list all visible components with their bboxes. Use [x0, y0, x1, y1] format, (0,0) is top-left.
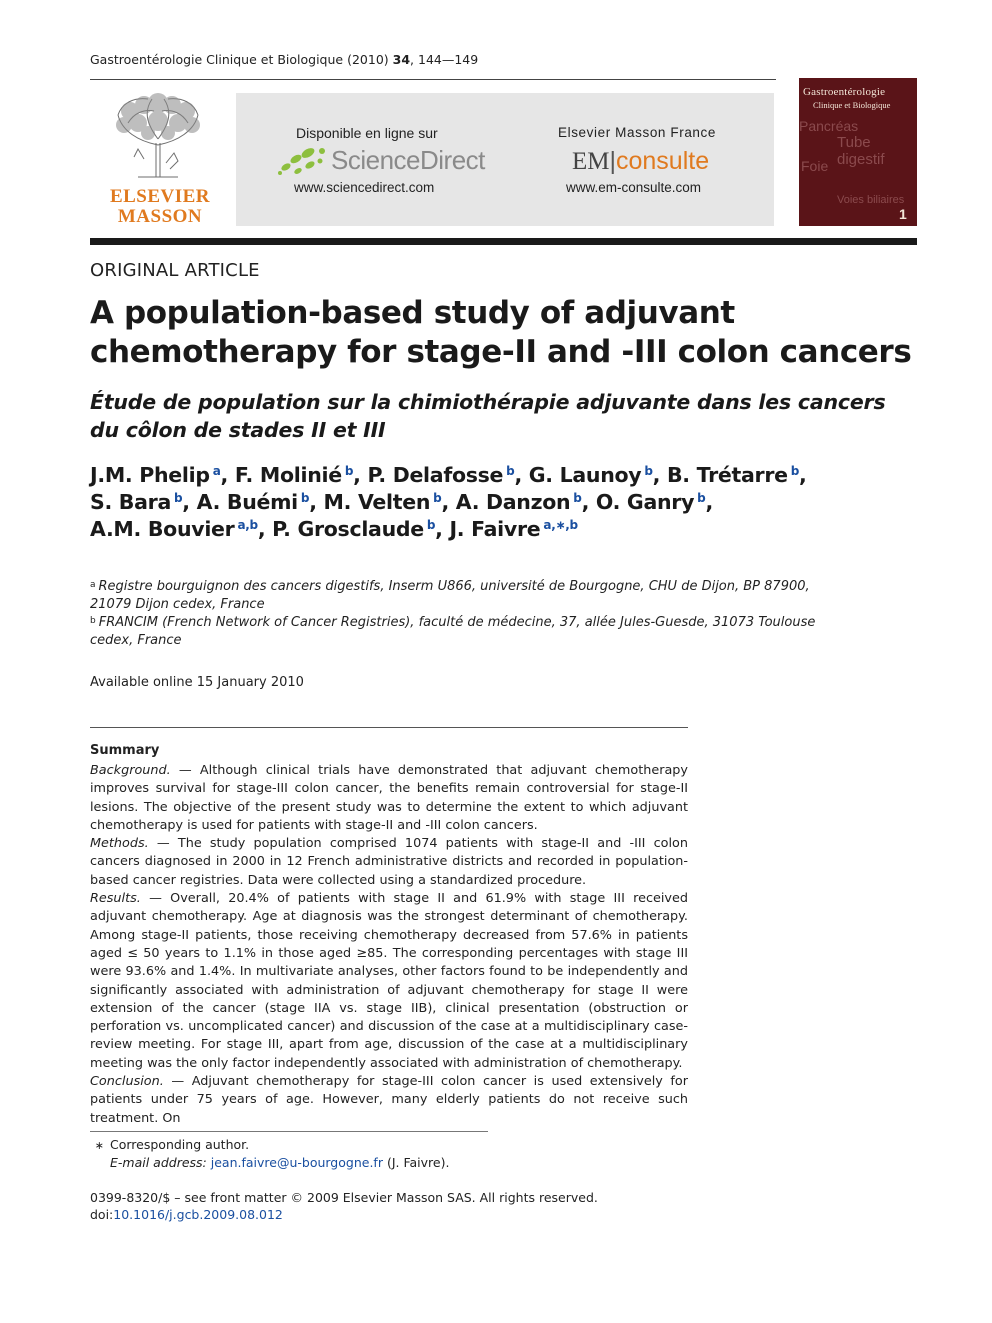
article-subtitle: Étude de population sur la chimiothérapie adjuvante dans les cancers du côlon de stades II et III: [90, 390, 886, 442]
summary-section: [90, 1073, 688, 1128]
summary-body: [90, 762, 688, 1128]
affiliation-text: Registre bourguignon des cancers digestifs, Inserm U866, université de Bourgogne, CHU de Dijon, BP 87900, 21079 Dijon cedex, France: [90, 579, 810, 612]
corresponding-label: Corresponding author.: [110, 1137, 250, 1152]
summary-label: Results.: [90, 891, 141, 907]
elsevier-masson-logo: [90, 89, 230, 229]
em-logo-part1: EM: [572, 148, 610, 175]
footnote-star: ∗: [94, 1139, 104, 1152]
masson-wordmark: MASSON: [117, 206, 203, 227]
author-affiliation-mark[interactable]: b: [344, 464, 354, 478]
footnote-rule: [90, 1131, 488, 1132]
sciencedirect-url[interactable]: www.sciencedirect.com: [294, 180, 435, 195]
author-affiliation-mark[interactable]: b: [433, 491, 442, 505]
author[interactable]: J.M. Phelip: [90, 463, 210, 487]
author[interactable]: P. Grosclaude: [272, 517, 424, 541]
author[interactable]: B. Trétarre: [666, 463, 788, 487]
em-logo-part2: consulte: [616, 147, 710, 175]
sciencedirect-logo: ScienceDirect: [331, 145, 485, 175]
email-line: [90, 1154, 690, 1171]
summary-label: Conclusion.: [90, 1074, 164, 1090]
elsevier-tree-icon: [108, 93, 208, 179]
author-affiliation-mark[interactable]: b: [506, 464, 515, 478]
email-link[interactable]: jean.faivre@u-bourgogne.fr: [210, 1155, 383, 1170]
author[interactable]: A. Buémi: [196, 490, 298, 514]
header-thick-rule: [90, 238, 917, 245]
email-suffix: (J. Faivre).: [382, 1155, 450, 1170]
cover-word: Pancréas: [799, 118, 859, 134]
summary-label: Background.: [90, 763, 171, 778]
affiliation: [90, 578, 830, 614]
author[interactable]: P. Delafosse: [367, 463, 504, 487]
author[interactable]: M. Velten: [323, 490, 431, 514]
journal-volume: 34: [392, 52, 411, 67]
author-affiliation-mark[interactable]: b: [426, 518, 436, 532]
author[interactable]: A.M. Bouvier: [90, 517, 235, 541]
doi-prefix: doi:: [90, 1207, 114, 1222]
affiliation-text: FRANCIM (French Network of Cancer Registries), faculté de médecine, 37, allée Jules-Guesde, 31073 Toulouse cedex, France: [90, 615, 816, 648]
cover-title: Gastroentérologie: [803, 86, 886, 98]
author[interactable]: G. Launoy: [528, 463, 642, 487]
author[interactable]: A. Danzon: [455, 490, 571, 514]
summary-rule: [90, 727, 688, 728]
summary-section: [90, 890, 688, 1073]
author[interactable]: J. Faivre: [449, 517, 541, 541]
em-logo-bar: |: [609, 147, 616, 175]
author[interactable]: F. Molinié: [234, 463, 342, 487]
article-title: A population-based study of adjuvant chemotherapy for stage-II and -III colon cancers: [90, 295, 912, 370]
summary-section: [90, 835, 688, 890]
copyright-block: [90, 1189, 790, 1223]
em-consulte-url[interactable]: www.em-consulte.com: [566, 180, 702, 195]
copyright-line: 0399-8320/$ – see front matter © 2009 Elsevier Masson SAS. All rights reserved.: [90, 1190, 598, 1205]
header-rule: [90, 79, 776, 80]
summary-text: — Overall, 20.4% of patients with stage II and 61.9% with stage III received adjuvant chemotherapy. Age at diagnosis was the strongest determinant of chemotherapy. Among stage-II patients, those receiving chemotherapy decreased from 57.6% in patients aged ≤ 50 years to 1.1% in those aged ≥85. The corresponding percentages with stage III were 93.6% and 1.4%. In multivariate analyses, other factors found to be independently and significantly associated with administration of adjuvant chemotherapy for stage II were extension of the cancer (stage IIA vs. stage IIB), clinical presentation (obstruction or perforation vs. uncomplicated cancer) and discussion of the case at a multidisciplinary case-review meeting. For stage III, apart from age, discussion of the case at a multidisciplinary meeting was the only factor independently associated with administration of chemotherapy.: [90, 891, 688, 1071]
cover-word: Tube digestif: [837, 134, 885, 168]
journal-citation: Gastroentérologie Clinique et Biologique (2010): [90, 52, 389, 67]
author-affiliation-mark[interactable]: b: [174, 491, 183, 505]
affiliation-mark: b: [90, 616, 96, 626]
running-head: [90, 52, 478, 67]
author-affiliation-mark[interactable]: b: [300, 491, 310, 505]
summary-text: — Adjuvant chemotherapy for stage-III colon cancer is used extensively for patients under 75 years of age. However, many elderly patients do not receive such treatment. On: [90, 1074, 688, 1126]
author-list: J.M. Phelip $^a$, F. Molinié $^b$, P. Delafosse $^b$, G. Launoy $^b$, B. Trétarre $^b$, S. Bara $^b$, A. Buémi $^b$, M. Velten $^b$, A. Danzon $^b$, O. Ganry $^b$, A.M. Bouvier $^{a,b}$, P. Grosclaude $^b$, J. Faivre $^{a,∗,b}$: [90, 463, 807, 541]
author-affiliation-mark[interactable]: b: [644, 464, 653, 478]
sd-available-label: Disponible en ligne sur: [296, 125, 438, 141]
author[interactable]: S. Bara: [90, 490, 171, 514]
cover-issue-number: 1: [899, 206, 907, 222]
summary-heading: Summary: [90, 743, 160, 758]
journal-cover: [799, 78, 917, 226]
author-affiliation-mark[interactable]: a,b: [237, 518, 258, 532]
affiliation-mark: a: [90, 580, 96, 590]
footnote: [90, 1136, 690, 1171]
summary-text: — Although clinical trials have demonstrated that adjuvant chemotherapy improves survival for stage-III colon cancer, the benefits remain controversial for stage-II lesions. The objective of the present study was to determine the extent to which adjuvant chemotherapy is used for patients with stage-II and -III colon cancers.: [90, 763, 688, 833]
doi-link[interactable]: 10.1016/j.gcb.2009.08.012: [113, 1207, 283, 1222]
summary-section: [90, 762, 688, 835]
journal-pages: , 144—149: [410, 52, 479, 67]
online-availability-banner: [236, 93, 774, 226]
cover-subtitle: Clinique et Biologique: [813, 100, 891, 110]
cover-word: Voies biliaires: [837, 194, 905, 206]
affiliations: [90, 578, 830, 650]
doi-line: [90, 1206, 790, 1223]
author[interactable]: O. Ganry: [595, 490, 695, 514]
affiliation: [90, 614, 830, 650]
summary-text: — The study population comprised 1074 patients with stage-II and -III colon cancers diagnosed in 2000 in 12 French administrative districts and recorded in population-based cancer registries. Data were collected using a standardized procedure.: [90, 836, 688, 888]
summary-label: Methods.: [90, 836, 149, 852]
author-affiliation-mark[interactable]: b: [790, 464, 800, 478]
email-label: E-mail address:: [110, 1155, 207, 1170]
author-affiliation-mark[interactable]: a,∗,b: [543, 518, 578, 532]
elsevier-wordmark: ELSEVIER: [109, 186, 211, 207]
author-affiliation-mark[interactable]: a: [212, 464, 221, 478]
corresponding-author-note: [90, 1136, 690, 1154]
author-affiliation-mark[interactable]: b: [697, 491, 706, 505]
cover-word: Foie: [801, 158, 829, 174]
em-publisher-label: Elsevier Masson France: [558, 125, 717, 140]
em-consulte-logo: [572, 147, 709, 176]
sciencedirect-leaf-icon: [276, 145, 330, 175]
article-type: ORIGINAL ARTICLE: [90, 260, 260, 281]
author-affiliation-mark[interactable]: b: [573, 491, 582, 505]
available-online: Available online 15 January 2010: [90, 675, 304, 690]
